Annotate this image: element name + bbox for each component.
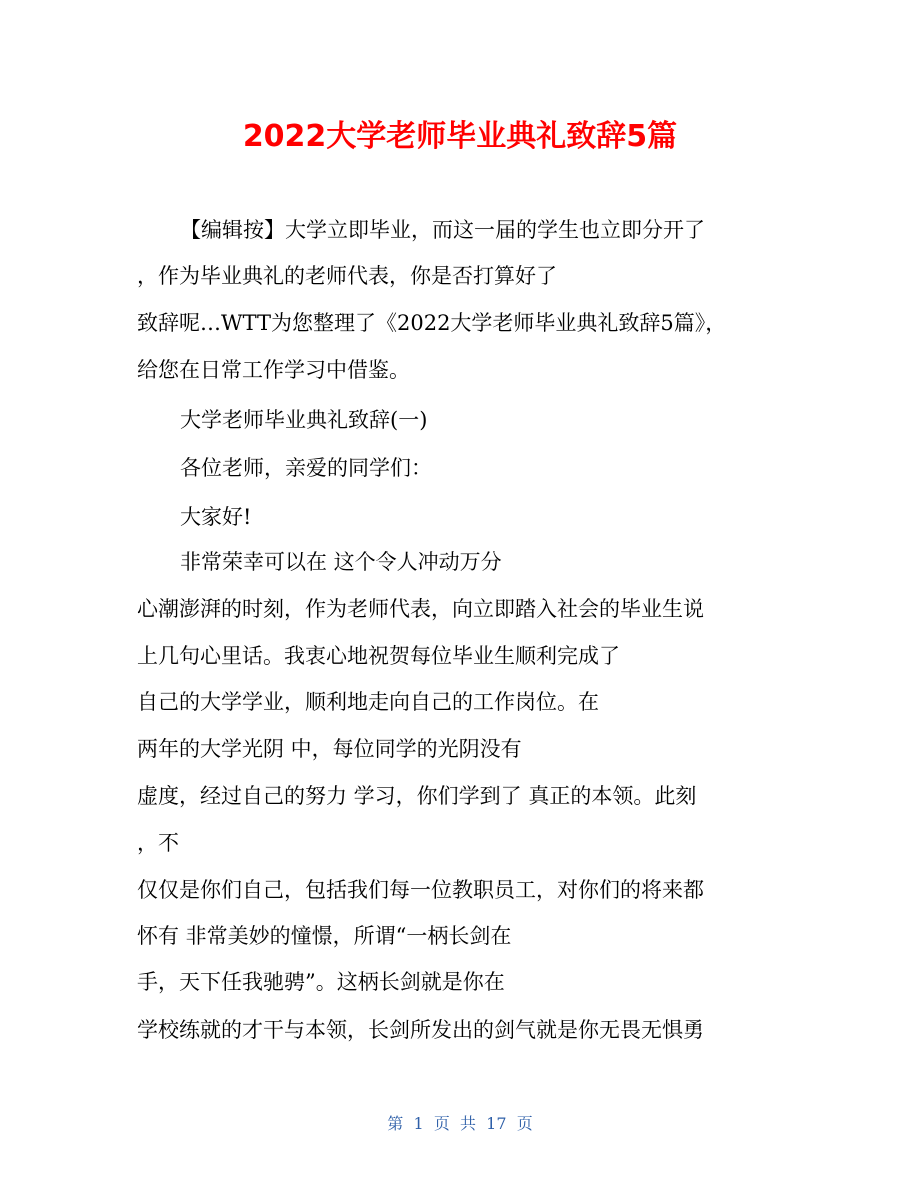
body-line: 上几句心里话。我衷心地祝贺每位毕业生顺利完成了 xyxy=(137,644,620,668)
body-line: 心潮澎湃的时刻，作为老师代表，向立即踏入社会的毕业生说 xyxy=(137,597,704,621)
body-line: 学校练就的才干与本领，长剑所发出的剑气就是你无畏无惧勇 xyxy=(137,1018,704,1042)
body-line: 两年的大学光阴 中，每位同学的光阴没有 xyxy=(137,737,522,761)
body-line: 怀有 非常美妙的憧憬，所谓“一柄长剑在 xyxy=(137,924,512,948)
body-line: 【编辑按】大学立即毕业，而这一届的学生也立即分开了 xyxy=(180,218,705,242)
body-line: 虚度，经过自己的努力 学习，你们学到了 真正的本领。此刻 xyxy=(137,784,697,808)
body-line: ，作为毕业典礼的老师代表，你是否打算好了 xyxy=(137,264,557,288)
greeting: 大家好! xyxy=(180,505,252,529)
body-line: ，不 xyxy=(137,831,179,855)
document-title: 2022大学老师毕业典礼致辞5篇 xyxy=(242,119,678,154)
body-line: 非常荣幸可以在 这个令人冲动万分 xyxy=(180,550,502,574)
body-line: 自己的大学学业，顺利地走向自己的工作岗位。在 xyxy=(137,690,599,714)
section-heading: 大学老师毕业典礼致辞(一) xyxy=(180,408,428,432)
body-line: 手，天下任我驰骋”。这柄长剑就是你在 xyxy=(137,970,505,994)
body-line: 仅仅是你们自己，包括我们每一位教职员工，对你们的将来都 xyxy=(137,878,704,902)
body-line: 致辞呢…WTT为您整理了《2022大学老师毕业典礼致辞5篇》， xyxy=(137,311,727,335)
body-line: 给您在日常工作学习中借鉴。 xyxy=(137,358,410,382)
salutation: 各位老师，亲爱的同学们： xyxy=(180,456,432,480)
page-footer: 第 1 页 共 17 页 xyxy=(387,1114,533,1133)
